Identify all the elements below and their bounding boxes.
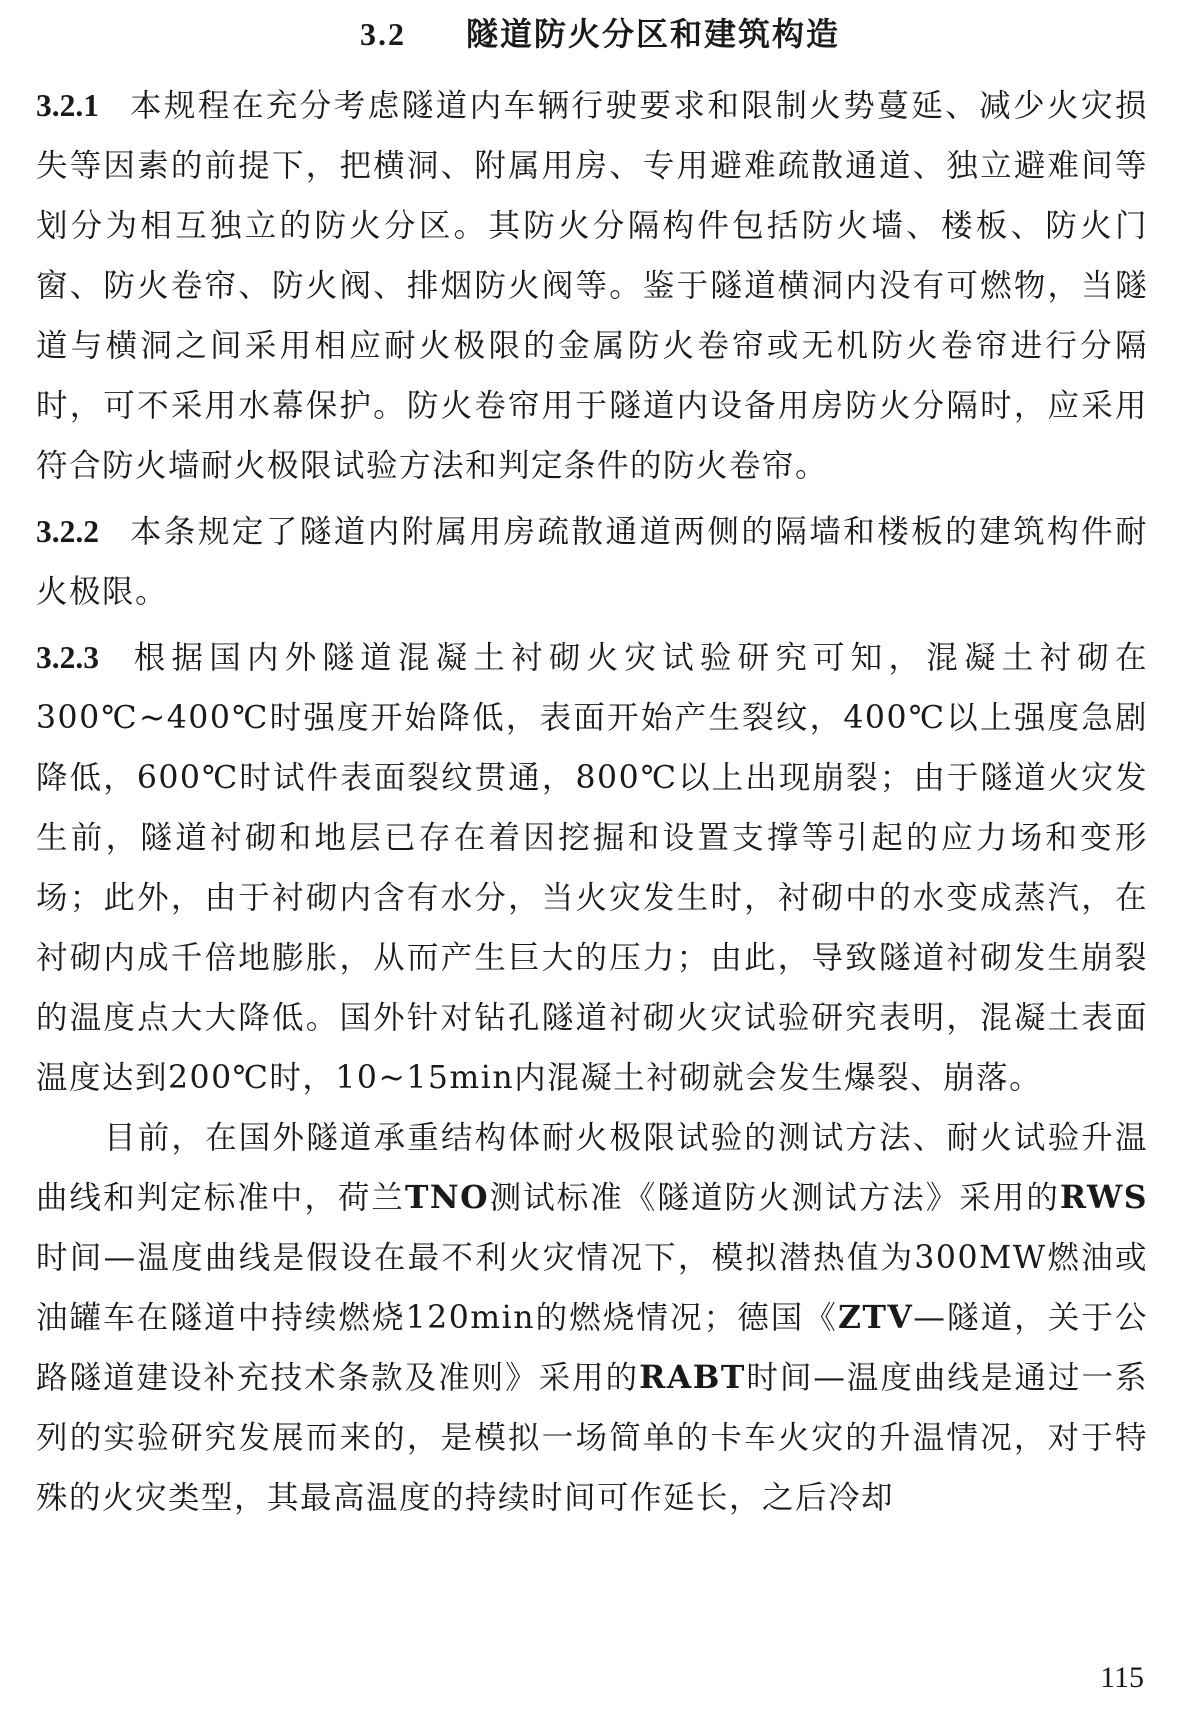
bold-term-tno: TNO [404, 1179, 490, 1216]
clause-number: 3.2.3 [36, 640, 99, 675]
clause-text: 本条规定了隧道内附属用房疏散通道两侧的隔墙和楼板的建筑构件耐火极限。 [36, 514, 1148, 610]
section-heading [0, 8, 1200, 60]
bold-term-ztv: ZTV [838, 1299, 914, 1336]
clause-3-2-2 [36, 502, 1148, 622]
paragraph-text: 目前，在国外隧道承重结构体耐火极限试验的测试方法、耐火试验升温曲线和判定标准中，荷兰 [36, 1120, 1148, 1216]
clause-number: 3.2.1 [36, 88, 99, 123]
section-number: 3.2 [359, 16, 406, 52]
paragraph-test-methods [36, 1108, 1148, 1528]
clause-3-2-3 [36, 628, 1148, 1108]
clause-3-2-1 [36, 76, 1148, 496]
document-body [36, 70, 1148, 1528]
clause-text: 根据国内外隧道混凝土衬砌火灾试验研究可知，混凝土衬砌在300℃~400℃时强度开始降低，表面开始产生裂纹，400℃以上强度急剧降低，600℃时试件表面裂纹贯通，800℃以上出现崩裂；由于隧道火灾发生前，隧道衬砌和地层已存在着因挖掘和设置支撑等引起的应力场和变形场；此外，由于衬砌内含有水分，当火灾发生时，衬砌中的水变成蒸汽，在衬砌内成千倍地膨胀，从而产生巨大的压力；由此，导致隧道衬砌发生崩裂的温度点大大降低。国外针对钻孔隧道衬砌火灾试验研究表明，混凝土表面温度达到200℃时，10~15min内混凝土衬砌就会发生爆裂、崩落。 [36, 640, 1148, 1096]
section-title: 隧道防火分区和建筑构造 [465, 15, 840, 53]
paragraph-text: 测试标准《隧道防火测试方法》采用的 [489, 1180, 1060, 1216]
bold-term-rws: RWS [1059, 1179, 1148, 1216]
clause-number: 3.2.2 [36, 514, 99, 549]
clause-text: 本规程在充分考虑隧道内车辆行驶要求和限制火势蔓延、减少火灾损失等因素的前提下，把横洞、附属用房、专用避难疏散通道、独立避难间等划分为相互独立的防火分区。其防火分隔构件包括防火墙、楼板、防火门窗、防火卷帘、防火阀、排烟防火阀等。鉴于隧道横洞内没有可燃物，当隧道与横洞之间采用相应耐火极限的金属防火卷帘或无机防火卷帘进行分隔时，可不采用水幕保护。防火卷帘用于隧道内设备用房防火分隔时，应采用符合防火墙耐火极限试验方法和判定条件的防火卷帘。 [36, 88, 1148, 484]
paragraph-text: —隧道，关于公路隧道建设补充技术条款及准则》采用的 [36, 1300, 1148, 1396]
bold-term-rabt: RABT [639, 1359, 746, 1396]
paragraph-text: 时间—温度曲线是假设在最不利火灾情况下，模拟潜热值为300MW燃油或油罐车在隧道中持续燃烧120min的燃烧情况；德国《 [36, 1240, 1148, 1336]
page-number: 115 [1100, 1661, 1144, 1694]
paragraph-text: 时间—温度曲线是通过一系列的实验研究发展而来的，是模拟一场简单的卡车火灾的升温情况，对于特殊的火灾类型，其最高温度的持续时间可作延长，之后冷却 [36, 1360, 1148, 1516]
